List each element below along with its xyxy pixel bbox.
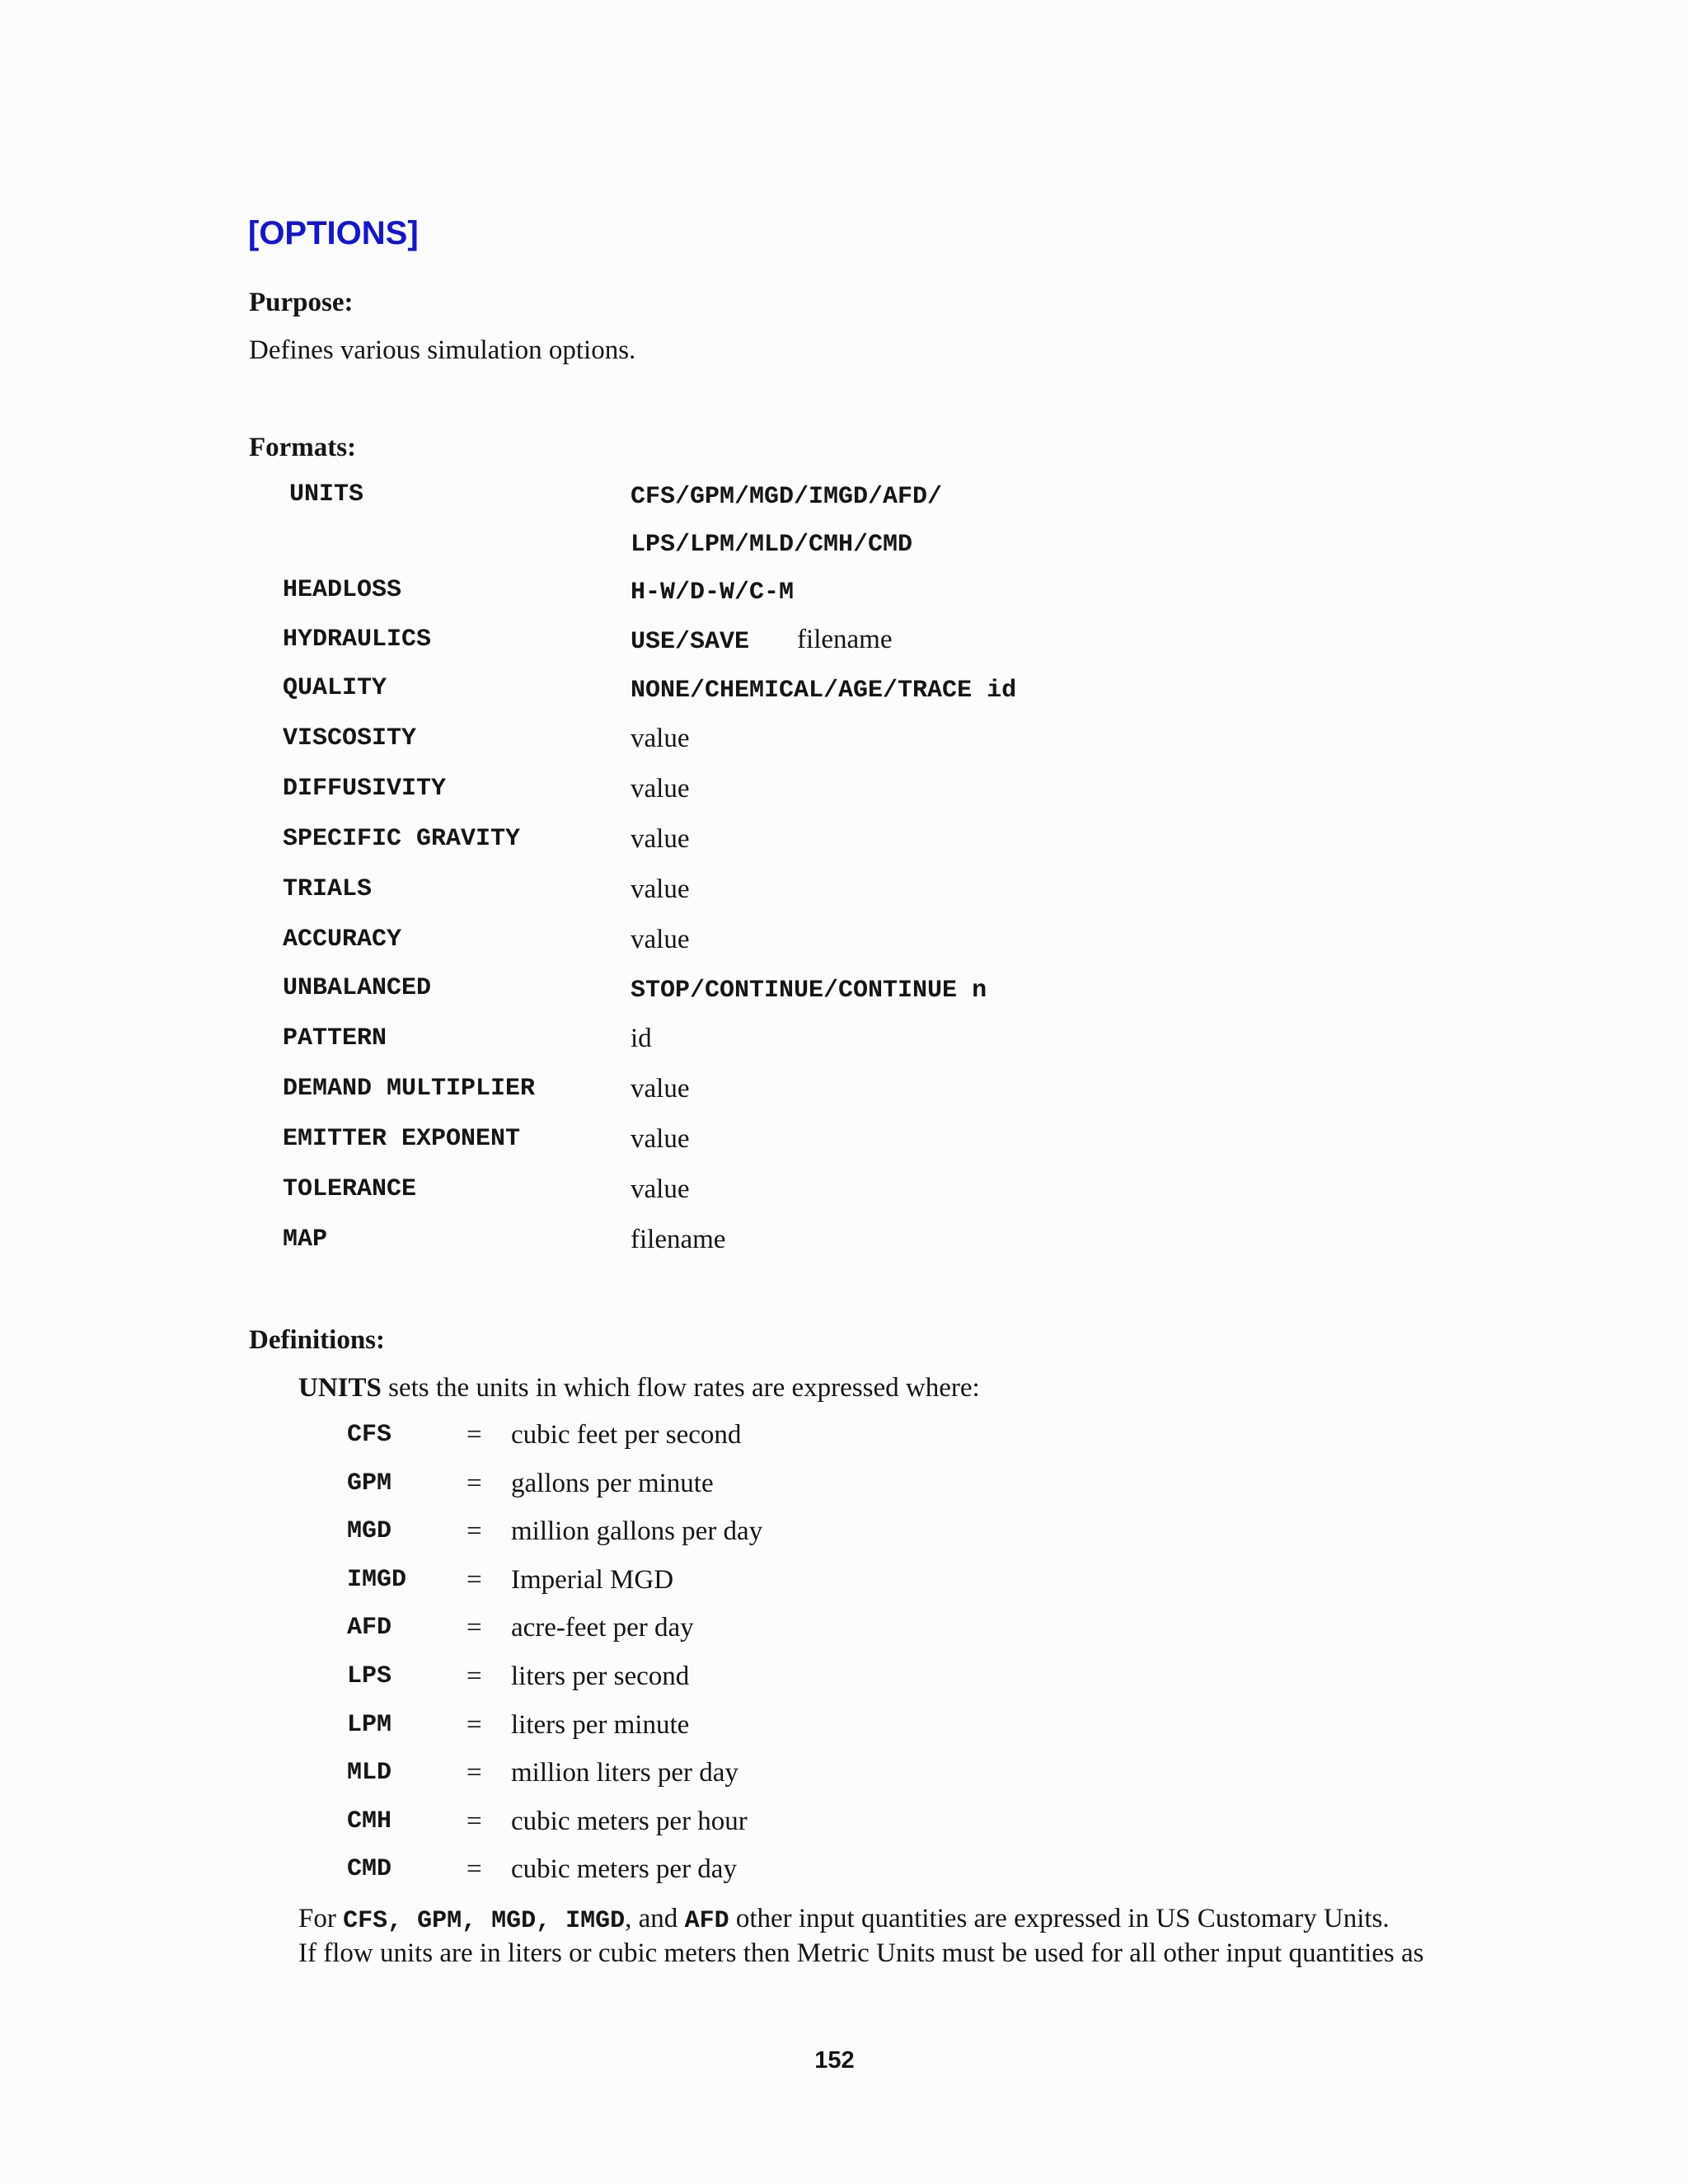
format-value <box>631 526 912 561</box>
format-key: TOLERANCE <box>283 1175 417 1203</box>
format-value <box>631 1072 689 1105</box>
unit-description: cubic meters per day <box>511 1854 737 1884</box>
format-value-param: value <box>631 1174 690 1204</box>
unit-description: million gallons per day <box>511 1516 763 1546</box>
format-value <box>631 823 689 855</box>
format-value-keyword: CFS/GPM/MGD/IMGD/AFD/ <box>631 483 943 511</box>
unit-code: GPM <box>347 1469 392 1497</box>
unit-description: Imperial MGD <box>511 1565 674 1595</box>
format-value-param: filename <box>631 1225 726 1254</box>
format-value <box>631 972 987 1007</box>
format-key: EMITTER EXPONENT <box>283 1125 521 1153</box>
unit-equals: = <box>467 1469 482 1498</box>
format-key: ACCURACY <box>283 926 402 954</box>
unit-equals: = <box>467 1854 482 1884</box>
unit-description: acre-feet per day <box>511 1613 694 1643</box>
unit-code: CFS <box>347 1421 392 1449</box>
unit-code: LPS <box>347 1662 392 1690</box>
format-value <box>631 623 892 658</box>
note-prefix: For <box>298 1904 344 1933</box>
purpose-text: Defines various simulation options. <box>249 335 636 365</box>
unit-code: CMD <box>347 1855 392 1883</box>
format-key: PATTERN <box>283 1024 387 1052</box>
unit-description: cubic feet per second <box>511 1420 742 1450</box>
units-intro <box>298 1371 980 1404</box>
format-value <box>631 478 942 513</box>
unit-description: gallons per minute <box>511 1469 714 1498</box>
unit-description: liters per minute <box>511 1710 690 1740</box>
unit-code: MGD <box>347 1517 392 1545</box>
unit-code: MLD <box>347 1759 392 1787</box>
format-key: HEADLOSS <box>283 576 402 604</box>
format-value <box>631 873 689 906</box>
format-value <box>631 772 689 805</box>
format-value-param: value <box>631 1074 690 1104</box>
units-note-line2: If flow units are in liters or cubic meters then Metric Units must be used for all other input quantities as <box>298 1938 1424 1968</box>
format-key: DEMAND MULTIPLIER <box>283 1075 536 1103</box>
format-value <box>631 672 1016 707</box>
note-afd: AFD <box>684 1907 729 1935</box>
page-heading: [OPTIONS] <box>248 215 419 251</box>
units-note-line1 <box>298 1902 1390 1938</box>
format-value-param: value <box>631 1124 690 1154</box>
unit-code: CMH <box>347 1807 392 1835</box>
format-key: DIFFUSIVITY <box>283 775 447 803</box>
unit-equals: = <box>467 1516 482 1546</box>
format-value <box>631 1122 689 1155</box>
format-value-param: value <box>631 774 690 804</box>
format-key: MAP <box>283 1226 328 1254</box>
format-value-keyword: NONE/CHEMICAL/AGE/TRACE id <box>631 677 1017 705</box>
unit-equals: = <box>467 1807 482 1836</box>
format-value-keyword: STOP/CONTINUE/CONTINUE n <box>631 977 987 1005</box>
format-key: TRIALS <box>283 875 373 903</box>
units-intro-term: UNITS <box>298 1373 382 1403</box>
unit-code: IMGD <box>347 1566 407 1594</box>
unit-equals: = <box>467 1565 482 1595</box>
format-value-keyword: LPS/LPM/MLD/CMH/CMD <box>631 531 913 559</box>
format-value <box>631 1022 652 1055</box>
format-value <box>631 1173 689 1206</box>
format-key: UNITS <box>289 480 364 509</box>
unit-description: liters per second <box>511 1661 690 1691</box>
note-rest: other input quantities are expressed in US Customary Units. <box>729 1904 1390 1933</box>
note-and: , and <box>625 1904 685 1933</box>
page-number: 152 <box>814 2047 855 2074</box>
purpose-label: Purpose: <box>249 288 354 317</box>
format-key: QUALITY <box>283 674 387 702</box>
format-value-keyword: USE/SAVE <box>631 628 750 656</box>
format-value-param: value <box>631 874 690 904</box>
format-value <box>631 574 794 609</box>
unit-equals: = <box>467 1420 482 1450</box>
unit-code: LPM <box>347 1711 392 1739</box>
unit-equals: = <box>467 1710 482 1740</box>
unit-equals: = <box>467 1661 482 1691</box>
format-value-param: value <box>631 824 690 854</box>
unit-description: million liters per day <box>511 1758 738 1788</box>
unit-equals: = <box>467 1613 482 1643</box>
unit-description: cubic meters per hour <box>511 1807 748 1836</box>
format-value-param: id <box>631 1024 652 1053</box>
format-key: UNBALANCED <box>283 974 432 1002</box>
format-value-keyword: H-W/D-W/C-M <box>631 579 795 607</box>
units-intro-text: sets the units in which flow rates are expressed where: <box>381 1373 980 1403</box>
format-value-param: value <box>631 925 690 954</box>
format-key: SPECIFIC GRAVITY <box>283 825 521 853</box>
format-value-param: value <box>631 724 690 753</box>
format-key: HYDRAULICS <box>283 626 432 654</box>
formats-label: Formats: <box>249 433 357 462</box>
format-value <box>631 923 689 956</box>
format-key: VISCOSITY <box>283 724 417 752</box>
unit-equals: = <box>467 1758 482 1788</box>
format-value-extra: filename <box>797 625 893 654</box>
unit-code: AFD <box>347 1614 392 1642</box>
note-codes: CFS, GPM, MGD, IMGD <box>343 1907 626 1935</box>
definitions-label: Definitions: <box>249 1325 385 1355</box>
format-value <box>631 1223 725 1256</box>
format-value <box>631 722 689 755</box>
